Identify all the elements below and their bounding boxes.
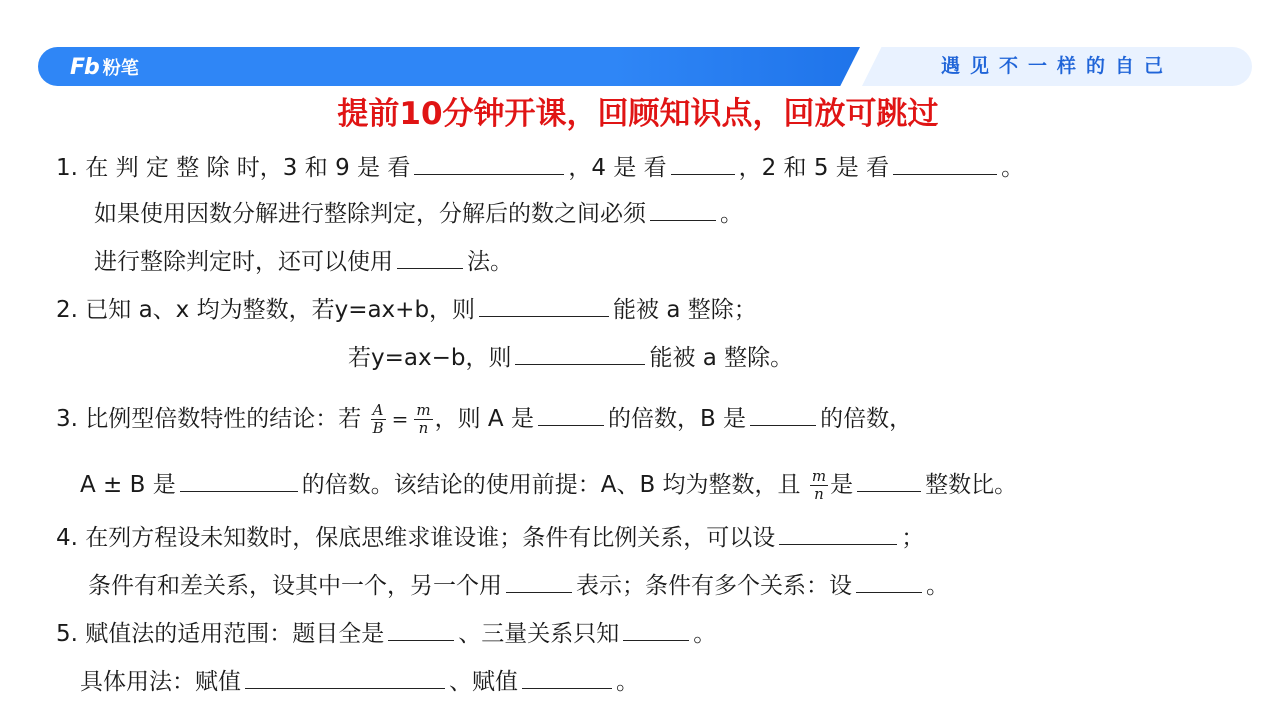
q2-line1: 2. 已知 a、x 均为整数，若y=ax+b，则 能被 a 整除； [56,294,757,326]
q4-line2: 条件有和差关系，设其中一个，另一个用 表示；条件有多个关系：设 。 [88,570,949,602]
blank [856,570,922,593]
fraction-m-over-n: $\frac{m}{n}$ [811,467,827,503]
blank [245,666,445,689]
blank [479,294,609,317]
blank [180,469,298,492]
fraction-m-over-n: $\frac{m}{n}$ [416,401,431,437]
fenbi-logo [70,53,139,81]
blank [388,618,454,641]
q3-line2: A ± B 是 的倍数。该结论的使用前提：A、B 均为整数，且 $\frac{m}{n}$ 是 整数比。 [80,467,1018,503]
q1-line3: 进行整除判定时，还可以使用 法。 [94,246,513,278]
blank [671,152,735,175]
page-title: 提前10分钟开课，回顾知识点，回放可跳过 [337,96,939,132]
blank [623,618,689,641]
blank [397,246,463,269]
blank [779,522,897,545]
logo-mark: Fb [70,54,99,80]
blank [522,666,612,689]
q5-line2: 具体用法：赋值 、赋值 。 [80,666,639,698]
blank [750,403,816,426]
q1-line1: 1. 在 判 定 整 除 时，3 和 9 是 看 ，4 是 看 ，2 和 5 是 看 。 [56,152,1024,184]
blank [857,469,921,492]
header-banner [0,0,1276,100]
blank [414,152,564,175]
q4-line1: 4. 在列方程设未知数时，保底思维求谁设谁；条件有比例关系，可以设 ； [56,522,924,554]
fraction-a-over-b: $\frac{A}{B}$ [372,401,384,437]
q5-line1: 5. 赋值法的适用范围：题目全是 、三量关系只知 。 [56,618,716,650]
banner-blue-bar [38,47,860,86]
blank [538,403,604,426]
blank [506,570,572,593]
blank [515,342,645,365]
q3-line1: 3. 比例型倍数特性的结论：若 $\frac{A}{B}$ = $\frac{m}{n}$ ，则 A 是 的倍数，B 是 的倍数， [56,401,913,437]
slogan: 遇见不一样的自己 [940,55,1173,77]
logo-text: 粉笔 [102,58,139,79]
q1-line2: 如果使用因数分解进行整除判定，分解后的数之间必须 。 [94,198,743,230]
blank [650,198,716,221]
q2-line2: 若y=ax−b，则 能被 a 整除。 [348,342,793,374]
blank [893,152,997,175]
